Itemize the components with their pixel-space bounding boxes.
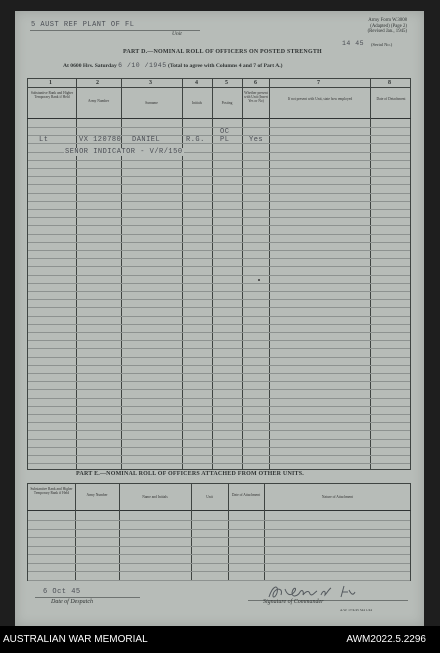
part-e-col-name: Name and Initials — [142, 495, 168, 499]
table-row-rule — [28, 529, 410, 530]
despatch-date: 6 Oct 45 — [43, 588, 81, 596]
table-row-rule — [28, 520, 410, 521]
unit-name: 5 AUST REF PLANT OF FL — [31, 21, 135, 29]
despatch-label: Date of Despatch — [51, 599, 93, 605]
table-row-rule — [28, 381, 410, 382]
table-row-rule — [28, 348, 410, 349]
serial-number: 14 45 — [342, 40, 365, 47]
col-number-6: 6 — [254, 80, 257, 86]
part-e-col-nature: Nature of Attachment — [321, 495, 354, 499]
table-row-rule — [28, 398, 410, 399]
archive-footer — [0, 626, 440, 653]
table-row-rule — [28, 307, 410, 308]
table-row-rule — [28, 365, 410, 366]
part-d-date-line — [63, 62, 283, 69]
col-header-army-number: Army Number — [87, 99, 110, 103]
col-number-5: 5 — [225, 80, 228, 86]
col-header-posting: Posting — [221, 101, 233, 105]
col-header-initials: Initials — [192, 101, 202, 105]
row1-surname: DANIEL — [132, 136, 161, 144]
small-mark — [258, 279, 260, 281]
table-row-rule — [28, 463, 410, 464]
part-d-title: PART D.—NOMINAL ROLL OF OFFICERS ON POSTED STRENGTH — [123, 49, 322, 55]
serial-label: (Serial No.) — [371, 42, 393, 47]
table-row-rule — [28, 160, 410, 161]
table-row-rule — [28, 414, 410, 415]
col-header-detachment-date: Date of Detachment — [376, 97, 406, 101]
table-row-rule — [28, 291, 410, 292]
table-row-rule — [28, 127, 410, 128]
table-row-rule — [28, 373, 410, 374]
table-row-rule — [28, 455, 410, 456]
col-number-1: 1 — [49, 80, 52, 86]
table-row-rule — [28, 258, 410, 259]
table-row-rule — [28, 242, 410, 243]
table-row-rule — [28, 299, 410, 300]
table-row-rule — [28, 447, 410, 448]
part-e-title: PART E.—NOMINAL ROLL OF OFFICERS ATTACHED FROM OTHER UNITS. — [76, 471, 304, 477]
table-row-rule — [28, 546, 410, 547]
signature-label: Signature of Commander — [263, 599, 324, 605]
row1-rank: Lt — [39, 136, 49, 144]
roll-date: 6 /10 /194 — [118, 62, 163, 69]
part-e-col-army-number: Army Number — [86, 493, 108, 497]
table-row-rule — [28, 184, 410, 185]
table-row-rule — [28, 217, 410, 218]
part-e-col-attach-date: Date of Attachment — [231, 493, 261, 497]
table-row-rule — [28, 406, 410, 407]
col-number-3: 3 — [149, 80, 152, 86]
form-reference: Army Form W.3008 (Adapted) (Page 2) (Revised Jan., 1945) — [367, 18, 407, 34]
table-row-rule — [28, 422, 410, 423]
unit-label: Unit — [172, 31, 182, 37]
row1-posting-line1: OC — [220, 128, 230, 136]
printer-note: A.W. 17/4/45 544 1/44 — [340, 608, 373, 612]
col-header-surname: Surname — [145, 101, 158, 105]
at-prefix: At 0600 Hrs. Saturday — [63, 63, 117, 69]
col-number-4: 4 — [195, 80, 198, 86]
col-header-present: Whether present with Unit (Insert Yes or No) — [244, 91, 268, 104]
year-digit: 5 — [162, 62, 167, 69]
part-e-col-unit: Unit — [206, 495, 213, 499]
col-number-2: 2 — [96, 80, 99, 86]
unit-underline — [30, 30, 200, 31]
footer-right: AWM2022.5.2296 — [346, 634, 426, 645]
table-row-rule — [28, 340, 410, 341]
senior-indicator: SENOR INDICATOR - V/R/150 — [65, 148, 183, 156]
col-header-rank: Substantive Rank and Higher Temporary Rank if Held — [30, 91, 74, 100]
table-row-rule — [28, 201, 410, 202]
table-row-rule — [28, 439, 410, 440]
col-number-8: 8 — [388, 80, 391, 86]
table-row-rule — [28, 571, 410, 572]
form-page — [15, 11, 424, 626]
row1-posting-line2: PL — [220, 136, 230, 144]
row1-initials: R.G. — [186, 136, 205, 144]
table-row-rule — [28, 554, 410, 555]
table-row-rule — [28, 430, 410, 431]
footer-left: AUSTRALIAN WAR MEMORIAL — [3, 634, 148, 645]
table-row-rule — [28, 266, 410, 267]
col-header-employment: If not present with Unit, state how employed — [287, 97, 353, 101]
table-row-rule — [28, 324, 410, 325]
table-row-rule — [28, 176, 410, 177]
table-row-rule — [28, 168, 410, 169]
part-e-col-rank: Substantive Rank and Higher Temporary Rank if Held — [30, 487, 73, 496]
table-row-rule — [28, 332, 410, 333]
at-suffix: (Total to agree with Columns 4 and 7 of Part A.) — [168, 63, 283, 69]
table-row-rule — [28, 389, 410, 390]
row1-army-number: VX 120780 — [79, 136, 122, 144]
table-row-rule — [28, 283, 410, 284]
table-row-rule — [28, 357, 410, 358]
table-row-rule — [28, 563, 410, 564]
table-row-rule — [28, 250, 410, 251]
table-row-rule — [28, 316, 410, 317]
table-row-rule — [28, 275, 410, 276]
table-row-rule — [28, 234, 410, 235]
despatch-underline — [35, 597, 140, 598]
col-number-7: 7 — [317, 80, 320, 86]
row1-present: Yes — [249, 136, 264, 144]
table-row-rule — [28, 209, 410, 210]
table-row-rule — [28, 537, 410, 538]
table-row-rule — [28, 193, 410, 194]
table-row-rule — [28, 225, 410, 226]
